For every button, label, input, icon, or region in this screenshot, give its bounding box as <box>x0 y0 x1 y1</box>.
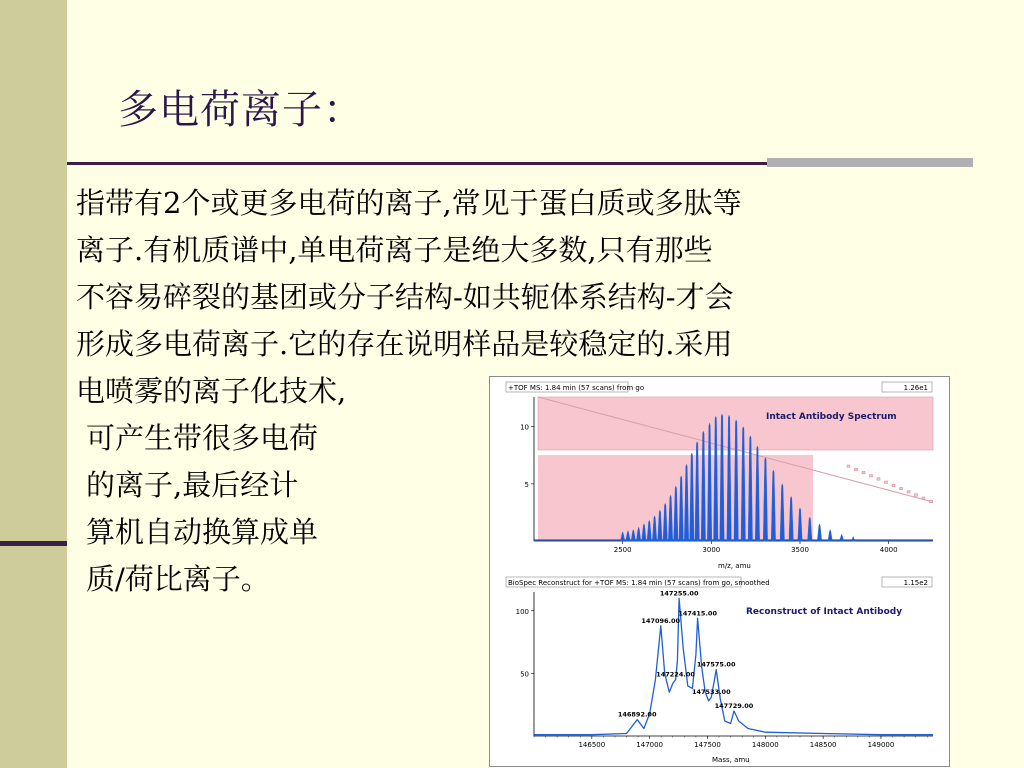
chart1-tail-marker <box>847 465 850 467</box>
body-line: 离子.有机质谱中,单电荷离子是绝大多数,只有那些 <box>76 233 713 267</box>
chart1-xlabel: m/z, amu <box>718 562 751 570</box>
chart1-tail-marker <box>855 468 858 470</box>
chart2-title: Reconstruct of Intact Antibody <box>746 607 903 617</box>
chart1-x-tick-label: 3500 <box>791 546 809 554</box>
body-line: 算机自动换算成单 <box>86 515 319 549</box>
slide-title: 多电荷离子： <box>118 87 364 133</box>
chart2-x-tick-label: 148500 <box>809 741 837 749</box>
body-line: 可产生带很多电荷 <box>86 421 319 455</box>
chart1-y-tick-label: 10 <box>520 423 529 432</box>
chart1-tail-marker <box>922 497 925 499</box>
chart2-peak-label: 147255.00 <box>659 589 699 598</box>
chart-reconstruct-intact-antibody <box>490 574 949 766</box>
chart1-y-tick-label: 5 <box>524 480 529 489</box>
chart1-peak <box>817 524 821 541</box>
chart2-peak-label: 146892.00 <box>617 710 657 719</box>
chart1-title: Intact Antibody Spectrum <box>766 412 897 422</box>
body-line: 不容易碎裂的基团或分子结构-如共轭体系结构-才会 <box>76 280 734 314</box>
body-line: 质/荷比离子。 <box>86 562 270 596</box>
chart1-peak <box>828 530 832 541</box>
chart2-y-tick-label: 100 <box>515 607 529 616</box>
chart1-tail-marker <box>892 484 895 486</box>
chart1-tail-marker <box>885 481 888 483</box>
chart2-y-tick-label: 50 <box>520 670 529 679</box>
chart1-tail-marker <box>900 487 903 489</box>
left-accent-bar <box>0 0 67 768</box>
chart2-x-tick-label: 146500 <box>578 741 606 749</box>
chart1-x-tick-label: 4000 <box>879 546 898 554</box>
body-line: 电喷雾的离子化技术, <box>76 374 347 408</box>
chart1-x-tick-label: 3000 <box>702 546 721 554</box>
chart2-peak-label: 147575.00 <box>696 660 736 669</box>
chart2-max-label: 1.15e2 <box>903 579 928 587</box>
chart1-peak <box>748 436 752 541</box>
chart-intact-antibody-spectrum <box>490 377 949 572</box>
chart1-tail-marker <box>907 491 910 493</box>
title-underline-accent <box>767 158 973 167</box>
chart2-x-tick-label: 147500 <box>694 741 721 749</box>
chart1-max-label: 1.26e1 <box>903 384 928 392</box>
chart2-x-tick-label: 147000 <box>636 741 664 749</box>
chart2-xlabel: Mass, amu <box>712 756 750 764</box>
chart1-tail-marker <box>915 494 918 496</box>
body-line: 指带有2个或更多电荷的离子,常见于蛋白质或多肽等 <box>76 186 742 220</box>
spectra-figure <box>489 376 950 767</box>
chart2-peak-label: 147415.00 <box>678 609 717 618</box>
chart1-x-tick-label: 2500 <box>613 546 632 554</box>
chart1-tail-marker <box>877 478 880 480</box>
left-accent-divider <box>0 541 67 546</box>
chart1-tail-marker <box>870 475 873 477</box>
title-underline <box>67 162 767 165</box>
chart2-peak-label: 147533.00 <box>691 688 731 697</box>
chart2-peak-label: 147096.00 <box>641 616 681 625</box>
chart1-header: +TOF MS: 1.84 min (57 scans) from go <box>508 384 645 392</box>
body-line: 形成多电荷离子.它的存在说明样品是较稳定的.采用 <box>76 327 733 361</box>
chart2-x-tick-label: 149000 <box>867 741 895 749</box>
chart2-header: BioSpec Reconstruct for +TOF MS: 1.84 min (57 scans) from go, smoothed <box>508 579 770 587</box>
chart1-tail-marker <box>930 500 933 502</box>
chart2-x-tick-label: 148000 <box>751 741 779 749</box>
chart2-peak-label: 147224.00 <box>656 670 695 679</box>
body-line: 的离子,最后经计 <box>86 468 299 502</box>
chart2-peak-label: 147729.00 <box>714 701 754 710</box>
chart1-tail-marker <box>862 471 865 473</box>
